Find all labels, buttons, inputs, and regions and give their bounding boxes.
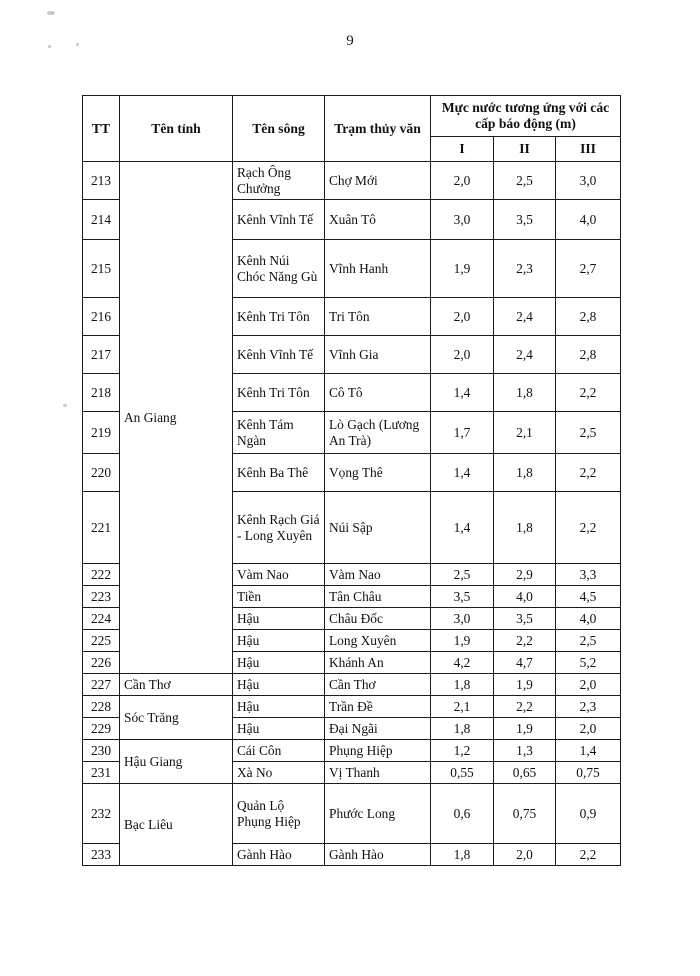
cell-tt: 226 [83,652,120,674]
table-header [83,96,621,162]
table-row [83,696,621,718]
column-header-province: Tên tỉnh [120,96,233,162]
cell-station: Châu Đốc [325,608,431,630]
cell-level-3: 0,9 [556,784,621,844]
cell-tt: 214 [83,200,120,240]
cell-station: Lò Gạch (Lương An Trà) [325,412,431,454]
cell-level-1: 1,9 [431,630,494,652]
cell-river: Hậu [233,696,325,718]
cell-tt: 232 [83,784,120,844]
cell-river: Hậu [233,674,325,696]
cell-level-3: 4,0 [556,608,621,630]
cell-level-3: 2,0 [556,674,621,696]
column-header-tt: TT [83,96,120,162]
cell-level-2: 0,65 [494,762,556,784]
cell-level-3: 3,0 [556,162,621,200]
cell-level-2: 4,0 [494,586,556,608]
cell-river: Xà No [233,762,325,784]
page-number: 9 [346,33,354,49]
cell-tt: 230 [83,740,120,762]
cell-level-3: 2,5 [556,630,621,652]
cell-station: Tân Châu [325,586,431,608]
cell-station: Vàm Nao [325,564,431,586]
cell-river: Hậu [233,652,325,674]
cell-station: Long Xuyên [325,630,431,652]
cell-level-1: 1,8 [431,674,494,696]
cell-station: Trần Đề [325,696,431,718]
cell-level-1: 1,2 [431,740,494,762]
cell-level-1: 1,4 [431,374,494,412]
cell-river: Cái Côn [233,740,325,762]
cell-level-1: 3,0 [431,608,494,630]
column-header-level-3: III [556,137,621,162]
cell-level-1: 0,55 [431,762,494,784]
cell-level-2: 1,3 [494,740,556,762]
cell-level-2: 2,9 [494,564,556,586]
cell-province: An Giang [120,162,233,674]
cell-level-1: 1,4 [431,454,494,492]
cell-level-1: 1,7 [431,412,494,454]
cell-level-1: 3,0 [431,200,494,240]
cell-station: Núi Sập [325,492,431,564]
cell-level-3: 2,2 [556,844,621,866]
cell-station: Cô Tô [325,374,431,412]
table-body [83,162,621,866]
cell-level-3: 4,0 [556,200,621,240]
cell-level-2: 2,3 [494,240,556,298]
cell-tt: 228 [83,696,120,718]
cell-station: Phụng Hiệp [325,740,431,762]
cell-river: Kênh Tri Tôn [233,374,325,412]
column-header-station: Trạm thủy văn [325,96,431,162]
cell-level-2: 2,4 [494,298,556,336]
table-header-row-1 [83,96,621,137]
cell-river: Kênh Rạch Giá - Long Xuyên [233,492,325,564]
cell-tt: 215 [83,240,120,298]
cell-level-2: 3,5 [494,200,556,240]
cell-tt: 220 [83,454,120,492]
scan-speck [76,43,79,46]
cell-level-3: 4,5 [556,586,621,608]
cell-station: Phước Long [325,784,431,844]
scan-speck [48,45,51,48]
cell-river: Tiền [233,586,325,608]
cell-tt: 217 [83,336,120,374]
column-header-river: Tên sông [233,96,325,162]
cell-level-2: 2,0 [494,844,556,866]
cell-station: Xuân Tô [325,200,431,240]
cell-station: Chợ Mới [325,162,431,200]
cell-level-1: 2,1 [431,696,494,718]
cell-level-2: 1,8 [494,454,556,492]
cell-river: Hậu [233,608,325,630]
cell-tt: 222 [83,564,120,586]
cell-level-3: 2,7 [556,240,621,298]
cell-level-3: 2,2 [556,454,621,492]
cell-station: Gành Hào [325,844,431,866]
cell-level-1: 1,4 [431,492,494,564]
cell-province: Sóc Trăng [120,696,233,740]
cell-level-3: 1,4 [556,740,621,762]
cell-level-3: 2,2 [556,492,621,564]
cell-river: Hậu [233,718,325,740]
cell-level-1: 2,5 [431,564,494,586]
cell-level-2: 2,1 [494,412,556,454]
cell-river: Kênh Vĩnh Tế [233,200,325,240]
cell-level-2: 2,2 [494,630,556,652]
cell-river: Kênh Vĩnh Tế [233,336,325,374]
cell-level-2: 2,2 [494,696,556,718]
scan-speck [47,11,55,15]
cell-level-1: 4,2 [431,652,494,674]
cell-level-1: 1,8 [431,844,494,866]
cell-level-2: 1,9 [494,718,556,740]
cell-level-3: 5,2 [556,652,621,674]
cell-level-1: 2,0 [431,336,494,374]
cell-tt: 233 [83,844,120,866]
cell-level-2: 2,4 [494,336,556,374]
cell-province: Cần Thơ [120,674,233,696]
column-header-level-2: II [494,137,556,162]
cell-tt: 219 [83,412,120,454]
cell-tt: 216 [83,298,120,336]
cell-tt: 224 [83,608,120,630]
cell-level-3: 0,75 [556,762,621,784]
cell-river: Kênh Tri Tôn [233,298,325,336]
cell-level-3: 2,8 [556,336,621,374]
cell-province: Hậu Giang [120,740,233,784]
cell-level-2: 1,9 [494,674,556,696]
cell-station: Cần Thơ [325,674,431,696]
cell-level-1: 1,9 [431,240,494,298]
water-level-table [82,95,621,866]
cell-level-3: 3,3 [556,564,621,586]
cell-level-2: 3,5 [494,608,556,630]
cell-station: Vĩnh Gia [325,336,431,374]
cell-tt: 213 [83,162,120,200]
cell-tt: 218 [83,374,120,412]
cell-tt: 231 [83,762,120,784]
cell-river: Kênh Núi Chóc Năng Gù [233,240,325,298]
cell-tt: 227 [83,674,120,696]
cell-tt: 223 [83,586,120,608]
cell-station: Vọng Thê [325,454,431,492]
cell-river: Gành Hào [233,844,325,866]
table-row [83,674,621,696]
cell-river: Vàm Nao [233,564,325,586]
cell-tt: 225 [83,630,120,652]
cell-tt: 221 [83,492,120,564]
cell-level-3: 2,8 [556,298,621,336]
cell-level-1: 0,6 [431,784,494,844]
cell-level-2: 4,7 [494,652,556,674]
cell-level-1: 2,0 [431,298,494,336]
cell-station: Vị Thanh [325,762,431,784]
cell-tt: 229 [83,718,120,740]
cell-station: Đại Ngãi [325,718,431,740]
table-row [83,162,621,200]
table-row [83,784,621,844]
cell-level-2: 0,75 [494,784,556,844]
cell-province: Bạc Liêu [120,784,233,866]
cell-river: Rạch Ông Chưởng [233,162,325,200]
table-row [83,740,621,762]
water-level-table-container [82,95,620,866]
cell-level-2: 2,5 [494,162,556,200]
cell-level-2: 1,8 [494,492,556,564]
scan-speck [63,404,67,407]
cell-level-3: 2,3 [556,696,621,718]
cell-level-3: 2,0 [556,718,621,740]
cell-level-2: 1,8 [494,374,556,412]
cell-level-1: 2,0 [431,162,494,200]
cell-level-1: 1,8 [431,718,494,740]
cell-river: Kênh Tám Ngàn [233,412,325,454]
cell-level-1: 3,5 [431,586,494,608]
column-header-level-1: I [431,137,494,162]
cell-river: Quản Lộ Phụng Hiệp [233,784,325,844]
cell-station: Khánh An [325,652,431,674]
cell-station: Vĩnh Hanh [325,240,431,298]
cell-level-3: 2,5 [556,412,621,454]
cell-station: Tri Tôn [325,298,431,336]
cell-level-3: 2,2 [556,374,621,412]
column-header-levels-group: Mực nước tương ứng với các cấp báo động (m) [431,96,621,137]
cell-river: Kênh Ba Thê [233,454,325,492]
cell-river: Hậu [233,630,325,652]
